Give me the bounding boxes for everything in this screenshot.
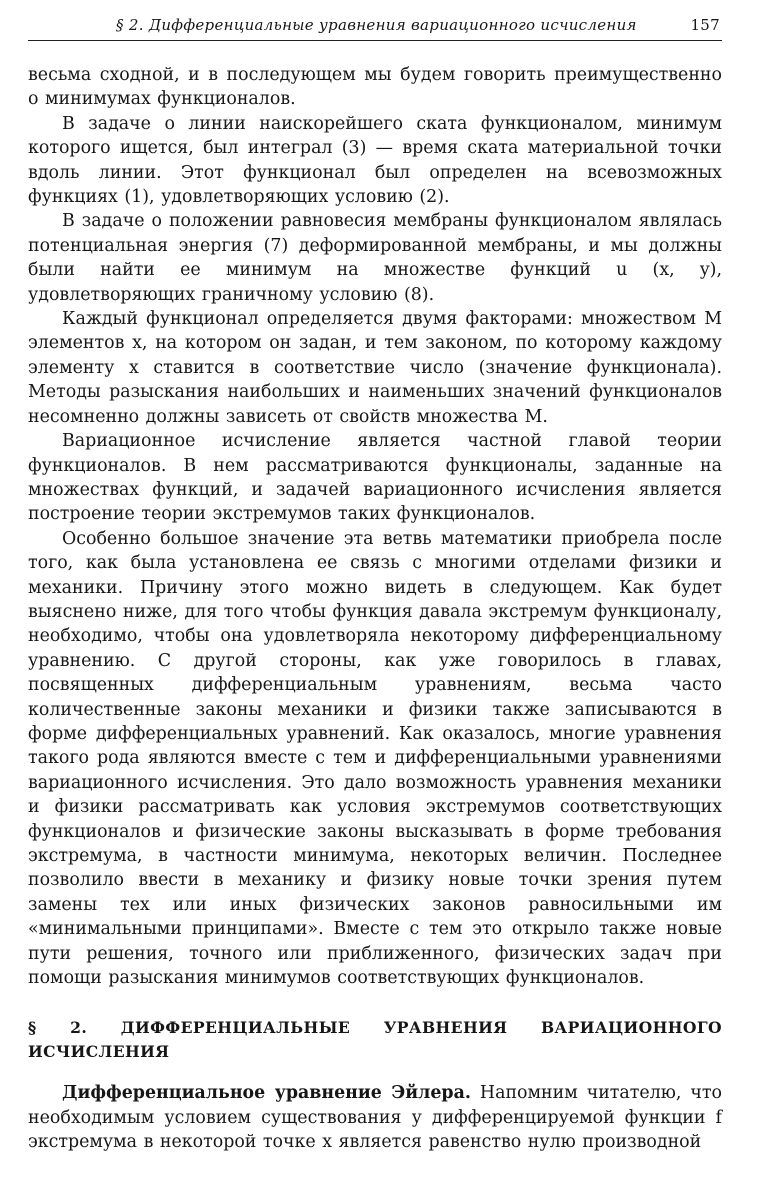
section-heading: § 2. ДИФФЕРЕНЦИАЛЬНЫЕ УРАВНЕНИЯ ВАРИАЦИОННОГО ИСЧИСЛЕНИЯ [28,1018,722,1062]
paragraph-6: Особенно большое значение эта ветвь математики приобрела после того, как была установлена ее связь с многими отделами физики и механики. Причину этого можно видеть в следующем. Как будет выяснено ниже, для того чтобы функция давала экстремум функционалу, необходимо, чтобы она удовлетворяла некоторому дифференциальному уравнению. С другой стороны, как уже говорилось в главах, посвященных дифференциальным уравнениям, весьма часто количественные законы механики и физики также записываются в форме дифференциальных уравнений. Как оказалось, многие уравнения такого рода являются вместе с тем и дифференциальными уравнениями вариационного исчисления. Это дало возможность уравнения механики и физики рассматривать как условия экстремумов соответствующих функционалов и физические законы высказывать в форме требования экстремума, в частности минимума, некоторых величин. Последнее позволило ввести в механику и физику новые точки зрения путем замены тех или иных физических законов равносильными им «минимальными принципами». Вместе с тем это открыло также новые пути решения, точного или приближенного, физических задач при помощи разыскания минимумов соответствующих функционалов. [28,528,722,989]
section-paragraph-text: Напомним читателю, что необходимым условием существования у дифференцируемой функции f экстремума в некоторой точке x является равенство нулю производной [28,1083,722,1153]
section-body [28,1081,722,1154]
paragraph-2: В задаче о линии наискорейшего ската функционалом, минимум которого ищется, был интеграл (3) — время ската материальной точки вдоль линии. Этот функционал был определен на всевозможных функциях (1), удовлетворяющих условию (2). [28,113,722,208]
paragraph-3: В задаче о положении равновесия мембраны функционалом являлась потенциальная энергия (7) деформированной мембраны, и мы должны были найти ее минимум на множестве функций u (x, y), удовлетворяющих граничному условию (8). [28,211,722,305]
body-text [28,63,722,990]
section-paragraph [28,1081,722,1154]
runin-heading: Дифференциальное уравнение Эйлера. [62,1083,471,1104]
paragraph-4: Каждый функционал определяется двумя факторами: множеством M элементов x, на котором он задан, и тем законом, по которому каждому элементу x ставится в соответствие число (значение функционала). Методы разыскания наибольших и наименьших значений функционалов несомненно должны зависеть от свойств множества M. [28,309,722,427]
paragraph-1: весьма сходной, и в последующем мы будем говорить преимущественно о минимумах функционалов. [28,65,722,110]
book-page [28,14,722,1155]
paragraph-5: Вариационное исчисление является частной главой теории функционалов. В нем рассматриваются функционалы, заданные на множествах функций, и задачей вариационного исчисления является построение теории экстремумов таких функционалов. [28,431,722,525]
page-number: 157 [690,16,720,34]
running-head [28,14,722,41]
running-head-title: § 2. Дифференциальные уравнения вариационного исчисления [116,16,637,34]
